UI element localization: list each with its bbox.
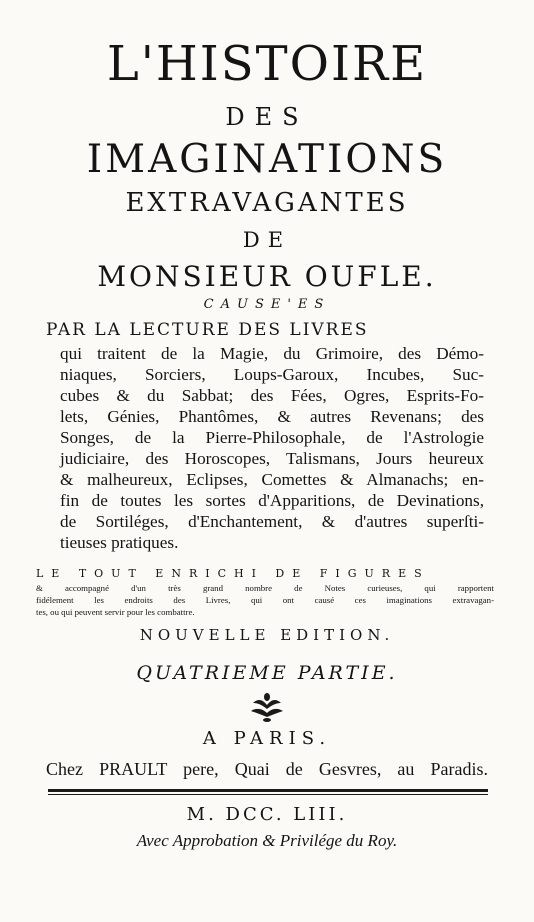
imprint-city: A PARIS. — [202, 728, 332, 749]
imprint-publisher: Chez PRAULT pere, Quai de Gesvres, au Paradis. — [46, 759, 488, 779]
body-line: qui traitent de la Magie, du Grimoire, des Démo- — [60, 344, 484, 363]
body-line: de Sortiléges, d'Enchantement, & d'autres superſti- — [60, 512, 484, 531]
body-line: lets, Génies, Phantômes, & autres Revenans; des — [60, 407, 484, 426]
body-line: Songes, de la Pierre-Philosophale, de l'Astrologie — [60, 428, 484, 447]
title-line-histoire: L'HISTOIRE — [106, 36, 428, 92]
title-line-extravagantes: EXTRAVAGANTES — [125, 188, 409, 218]
edition-line: NOUVELLE EDITION. — [139, 626, 395, 644]
body-line: judiciaire, des Horoscopes, Talismans, Jours heureux — [60, 449, 484, 468]
title-line-de: DE — [242, 228, 292, 252]
enrichi-line: tes, ou qui peuvent servir pour les combattre. — [36, 607, 195, 617]
body-line: niaques, Sorciers, Loups-Garoux, Incubes, Suc- — [60, 365, 484, 384]
part-line: QUATRIEME PARTIE. — [136, 662, 398, 684]
enrichi-heading: LE TOUT ENRICHI DE FIGURES — [36, 567, 430, 580]
body-line: cubes & du Sabbat; des Fées, Ogres, Esprits-Fo- — [60, 386, 484, 405]
imprint-rule-thick — [48, 789, 488, 792]
imprint-rule-thin — [48, 794, 488, 795]
fleuron-ornament-icon — [247, 691, 287, 723]
imprint-year: M. DCC. LIII. — [186, 804, 348, 825]
body-line: & malheureux, Eclipses, Comettes & Almanachs; en- — [60, 470, 484, 489]
imprint-privilege: Avec Approbation & Privilége du Roy. — [136, 831, 398, 850]
enrichi-line: fidélement les endroits des Livres, qui ont causé ces imaginations extravagan- — [36, 595, 494, 605]
body-line: tieuses pratiques. — [60, 533, 179, 552]
body-line: fin de toutes les sortes d'Apparitions, de Devinations, — [60, 491, 484, 510]
enrichi-line: & accompagné d'un très grand nombre de Notes curieuses, qui rapportent — [36, 583, 494, 593]
title-line-monsieur-oufle: MONSIEUR OUFLE. — [97, 260, 437, 293]
subtitle-causees: CAUSE'ES — [203, 297, 331, 312]
subtitle-lecture: PAR LA LECTURE DES LIVRES — [46, 320, 369, 340]
title-line-des: DES — [225, 103, 309, 131]
title-line-imaginations: IMAGINATIONS — [86, 137, 448, 182]
